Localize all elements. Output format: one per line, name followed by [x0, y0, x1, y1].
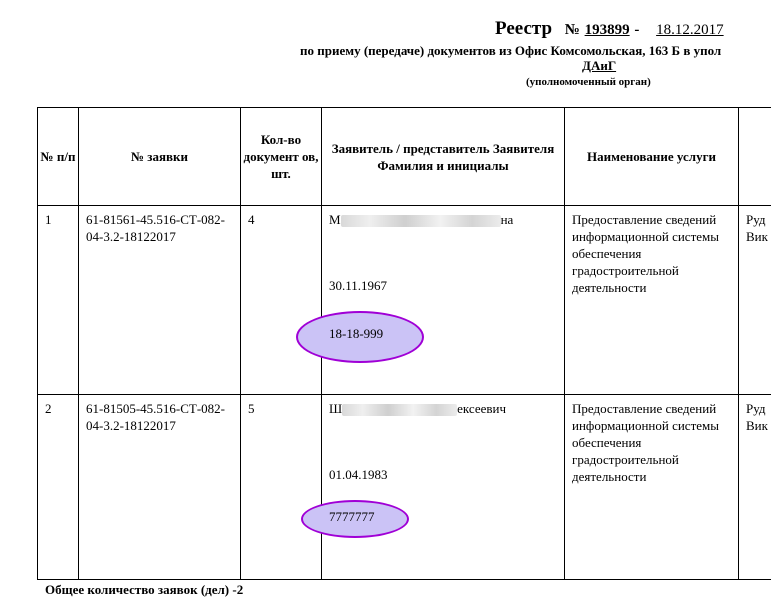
col-header-service: Наименование услуги	[565, 108, 739, 206]
service-name: Предоставление сведений информационной системы обеспечения градостроительной деятельности	[572, 401, 719, 484]
name-start: Ш	[329, 401, 343, 416]
name-start: М	[329, 212, 341, 227]
applicant-dob: 01.04.1983	[329, 467, 388, 482]
total-count: Общее количество заявок (дел) -2	[45, 582, 244, 597]
applicant-phone: 18-18-999	[329, 326, 384, 341]
docs-count: 4	[248, 212, 255, 227]
name-end: на	[500, 212, 514, 227]
organ-note: (уполномоченный орган)	[526, 76, 651, 88]
applicant-name	[329, 211, 513, 228]
service-name: Предоставление сведений информационной системы обеспечения градостроительной деятельности	[572, 212, 719, 295]
table-row	[38, 395, 771, 580]
applicant-cell	[322, 206, 564, 394]
col-header-application: № заявки	[79, 108, 241, 206]
row-num: 1	[45, 212, 52, 227]
table-row	[38, 206, 771, 395]
register-number: 193899	[584, 22, 630, 38]
register-subtitle: по приему (передаче) документов из Офис Комсомольская, 163 Б в упол	[300, 43, 722, 58]
extra-cell: Руд Вик	[746, 212, 768, 244]
heading-dash: -	[634, 22, 640, 38]
application-number: 61-81505-45.516-СТ-082-04-3.2-18122017	[86, 401, 226, 433]
col-header-applicant: Заявитель / представитель Заявителя Фамилия и инициалы	[322, 108, 565, 206]
col-header-docs: Кол-во документ ов, шт.	[241, 108, 322, 206]
redacted-blur	[341, 215, 501, 227]
table-header-row	[38, 108, 771, 206]
name-end: ексеевич	[457, 401, 506, 416]
extra-cell: Руд Вик	[746, 401, 768, 433]
organ-name: ДАиГ	[582, 58, 617, 73]
applicant-cell	[322, 395, 564, 579]
application-number: 61-81561-45.516-СТ-082-04-3.2-18122017	[86, 212, 226, 244]
applicant-phone: 7777777	[329, 509, 375, 524]
col-header-extra	[739, 108, 771, 206]
col-header-num: № п/п	[38, 108, 79, 206]
docs-count: 5	[248, 401, 255, 416]
register-table	[37, 107, 771, 580]
applicant-name	[329, 400, 506, 417]
register-heading	[495, 18, 724, 40]
register-date: 18.12.2017	[656, 22, 724, 38]
row-num: 2	[45, 401, 52, 416]
redacted-blur	[342, 404, 457, 416]
applicant-dob: 30.11.1967	[329, 278, 388, 293]
register-title: Реестр	[495, 18, 553, 39]
number-label: №	[564, 22, 580, 38]
